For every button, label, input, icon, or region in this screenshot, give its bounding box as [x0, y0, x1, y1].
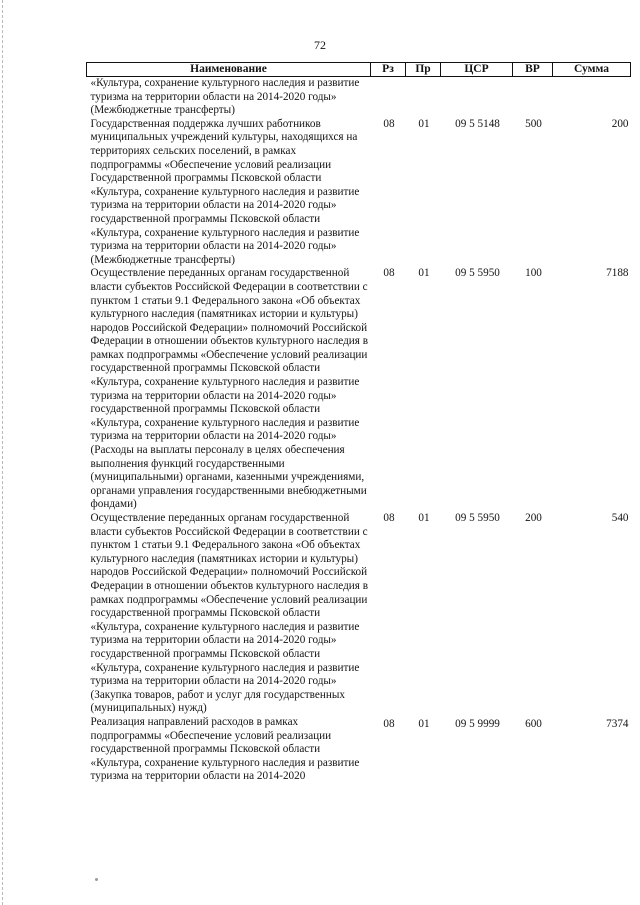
budget-table [86, 62, 631, 784]
row-rz [371, 77, 406, 118]
row-sum: 7374 [606, 717, 629, 730]
row-pr: 01 [418, 267, 430, 280]
row-name: Осуществление переданных органам государственной власти субъектов Российской Федерации в соответствии с пунктом 1 статьи 9.1 Федерального закона «Об объектах культурного наследия (памятниках истории и культуры) народов Российской Федерации» полномочий Российской Федерации в отношении объектов культурного наследия в рамках подпрограммы «Обеспечение условий реализации государственной программы Псковской области «Культура, сохранение культурного наследия и развитие туризма на территории области на 2014-2020 годы» государственной программы Псковской области «Культура, сохранение культурного наследия и развитие туризма на территории области на 2014-2020 годы» (Расходы на выплаты персоналу в целях обеспечения выполнения функций государственными (муниципальными) органами, казенными учреждениями, органами управления государственными внебюджетными фондами) [90, 267, 368, 511]
row-pr [406, 77, 441, 118]
row-vr: 600 [525, 717, 542, 730]
table-row [87, 512, 631, 716]
row-sum: 7188 [606, 267, 629, 280]
header-csr: ЦСР [441, 63, 513, 77]
row-sum [553, 77, 631, 118]
row-vr: 500 [525, 117, 542, 130]
row-rz: 08 [383, 267, 395, 280]
header-sum: Сумма [553, 63, 631, 77]
row-pr: 01 [418, 717, 430, 730]
row-name: «Культура, сохранение культурного наследия и развитие туризма на территории области на 2014-2020 годы» (Межбюджетные трансферты) [90, 77, 360, 117]
header-row [87, 63, 631, 77]
header-pr: Пр [406, 63, 441, 77]
row-csr: 09 5 5950 [455, 267, 500, 280]
page-number: 72 [314, 38, 326, 52]
row-csr: 09 5 5950 [455, 512, 500, 524]
row-name: Реализация направлений расходов в рамках подпрограммы «Обеспечение условий реализации государственной программы Псковской области «Культура, сохранение культурного наследия и развитие туризма на территории области на 2014-2020 [90, 715, 360, 783]
row-vr: 100 [525, 267, 542, 280]
row-sum: 200 [611, 117, 629, 130]
row-vr [513, 77, 553, 118]
row-csr: 09 5 9999 [455, 717, 500, 730]
table-row [87, 716, 631, 784]
row-name: Осуществление переданных органам государственной власти субъектов Российской Федерации в соответствии с пунктом 1 статьи 9.1 Федерального закона «Об объектах культурного наследия (памятниках истории и культуры) народов Российской Федерации» полномочий Российской Федерации в отношении объектов культурного наследия в рамках подпрограммы «Обеспечение условий реализации государственной программы Псковской области «Культура, сохранение культурного наследия и развитие туризма на территории области на 2014-2020 годы» государственной программы Псковской области «Культура, сохранение культурного наследия и развитие туризма на территории области на 2014-2020 годы» (Закупка товаров, работ и услуг для государственных (муниципальных) нужд) [90, 512, 368, 715]
header-rz: Рз [371, 63, 406, 77]
scan-speck [95, 878, 98, 881]
row-pr: 01 [418, 117, 430, 130]
row-rz: 08 [383, 117, 395, 130]
header-name: Наименование [87, 63, 371, 77]
table-header [87, 63, 631, 77]
row-name: Государственная поддержка лучших работников муниципальных учреждений культуры, находящихся на территориях сельских поселений, в рамках подпрограммы «Обеспечение условий реализации Государственной программы Псковской области «Культура, сохранение культурного наследия и развитие туризма на территории области на 2014-2020 годы» государственной программы Псковской области «Культура, сохранение культурного наследия и развитие туризма на территории области на 2014-2020 годы» (Межбюджетные трансферты) [90, 117, 360, 266]
table-row [87, 267, 631, 512]
row-csr [441, 77, 513, 118]
row-rz: 08 [383, 512, 395, 524]
scan-left-edge [2, 0, 3, 905]
row-vr: 200 [525, 512, 542, 524]
row-rz: 08 [383, 717, 395, 730]
table-row [87, 118, 631, 268]
row-sum: 540 [611, 512, 629, 524]
table-row [87, 77, 631, 118]
header-vr: ВР [513, 63, 553, 77]
row-csr: 09 5 5148 [455, 117, 500, 130]
row-pr: 01 [418, 512, 430, 524]
